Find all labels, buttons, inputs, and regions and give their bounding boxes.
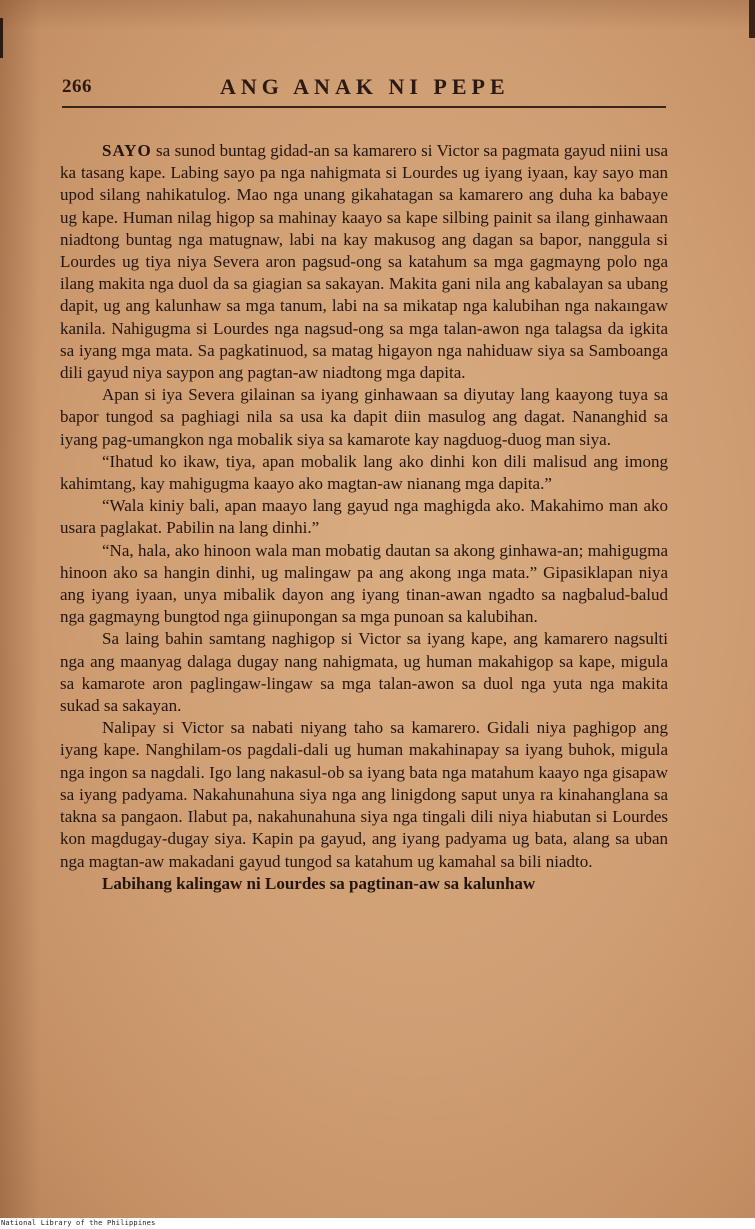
binding-mark <box>0 18 3 58</box>
running-title: ANG ANAK NI PEPE <box>220 74 510 99</box>
opening-word: SAYO <box>102 141 152 160</box>
paragraph-3: “Ihatud ko ikaw, tiya, apan mobalik lang ako dinhi kon dili malisud ang imong kahimtang, kay mahigugma kaayo ako magtan-aw nianang mga dapita.” <box>60 451 668 494</box>
paragraph-6: Sa laing bahin samtang naghigop si Victor sa iyang kape, ang kamarero nagsulti nga ang maanyag dalaga dugay nang nahigmata, ug human makahigop sa kape, migula sa kamarote aron paglingaw-lingaw sa mga talan-awon sa duol nga yuta nga makita sukad sa sakayan. <box>60 629 668 716</box>
paragraph-7: Nalipay si Victor sa nabati niyang taho sa kamarero. Gidali niya paghigop ang iyang kape. Nanghilam-os pagdali-dali ug human makahinapay sa iyang buhok, migula nga ingon sa nagdali. Igo lang nakasul-ob sa iyang bata nga matahum kaayo nga gisapaw sa iyang padyama. Nakahunahuna siya nga ang linigdong saput unya ra kinahanglana sa takna sa pangaon. Ilabut pa, nakahunahuna siya nga tingali dili niya hiabutan si Lourdes kon magdugay-dugay siya. Kapin pa gayud, ang iyang padyama ug bata, alang sa uban nga magtan-aw makadani gayud tungod sa katahum ug kamahal sa bili niadto. <box>60 718 668 871</box>
paragraph-1-text: sa sunod buntag gidad-an sa kamarero si Victor sa pagmata gayud niini usa ka tasang kape. Labing sayo pa nga nahigmata si Lourdes ug iyang iyaan, kay sayo man upod silang nahikatulog. Mao nga unang gikahatagan sa kamarero ang duha ka babaye ug kape. Human nilag higop sa mahinay kaayo sa kape silbing painit sa ilang ginhawaan niadtong buntag nga matugnaw, labi na kay makusog ang dagan sa bapor, nanggula si Lourdes ug tiya niya Severa aron pagsud-ong sa katahum sa mga gagmayng polo nga ilang makita nga duol da sa giagian sa sakayan. Makita gani nila ang kabalayan sa ubang dapit, ug ang kalunhaw sa mga tanum, labi na sa mikatap nga kalubihan nga nakaıngaw kanila. Nahigugma si Lourdes nga nagsud-ong sa mga talan-awon nga talagsa da igkita sa iyang mga mata. Sa pagkatinuod, sa matag higayon nga nahiduaw siya sa Samboanga dili gayud niya saypon ang pagtan-aw niadtong mga dapita. <box>60 141 668 383</box>
header-rule <box>62 106 666 108</box>
page-edge-shadow-left <box>0 0 40 1218</box>
page-edge-shadow-top <box>0 0 755 30</box>
library-credit: National Library of the Philippines <box>1 1219 156 1227</box>
paragraph-5: “Na, hala, ako hinoon wala man mobatig dautan sa akong ginhawa-an; mahigugma hinoon ako sa hangin dinhi, ug malingaw pa ang akong ınga mata.” Gipasiklapan niya ang iyang iyaan, unya mibalik dayon ang iyang tinan-awan ngadto sa nagbalud-balud nga gagmayng bungtod nga giinupongan sa mga punoan sa kalubihan. <box>60 540 668 627</box>
corner-mark <box>749 0 755 38</box>
page-number: 266 <box>62 76 92 97</box>
paragraph-4: “Wala kiniy bali, apan maayo lang gayud nga maghigda ako. Makahimo man ako usara paglakat. Pabilin na lang dinhi.” <box>60 496 668 538</box>
page-header <box>62 74 666 104</box>
paragraph-8: Labihang kalingaw ni Lourdes sa pagtinan-aw sa kalunhaw <box>102 873 536 893</box>
paragraph-1 <box>60 140 668 384</box>
body-text <box>60 140 668 895</box>
paragraph-2: Apan si iya Severa gilainan sa iyang ginhawaan sa diyutay lang kaayong tuya sa bapor tungod sa paghiagi nila sa usa ka dapit diin masulog ang dagat. Nananghid sa iyang pag-umangkon nga mobalik siya sa kamarote kay nagduog-duog man siya. <box>60 385 668 449</box>
